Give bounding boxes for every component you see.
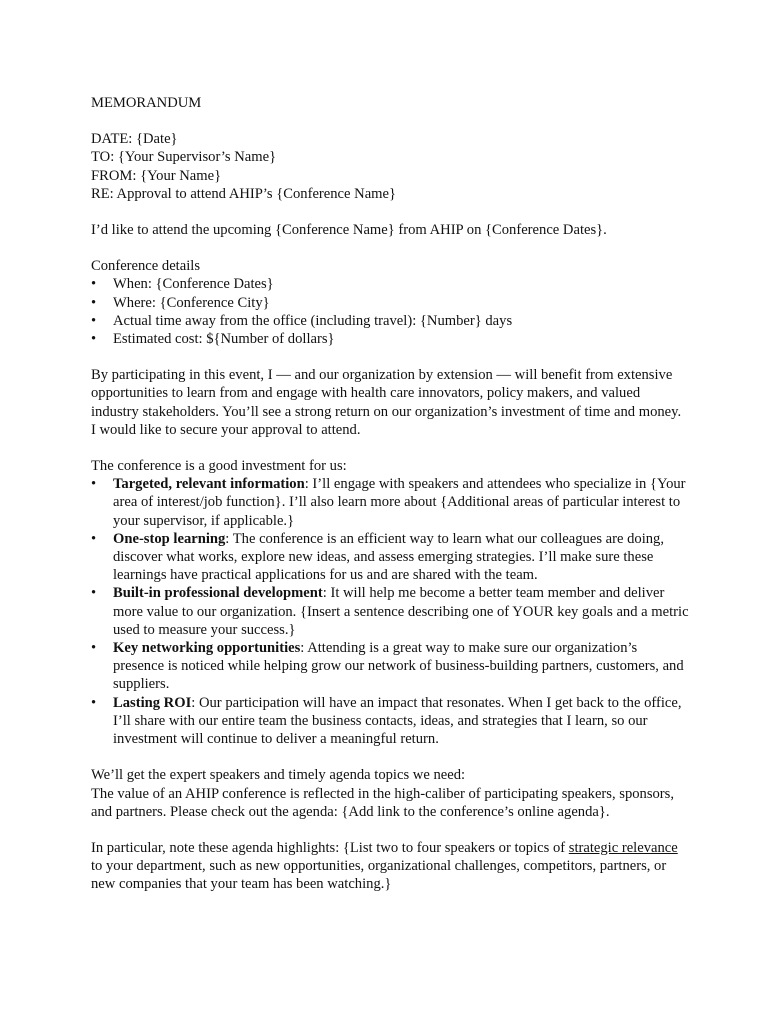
details-list bbox=[91, 275, 689, 348]
details-item-where bbox=[91, 294, 689, 312]
investment-item-networking bbox=[91, 639, 689, 694]
investment-item-title: Built-in professional development bbox=[113, 585, 323, 602]
highlights-text-after: to your department, such as new opportunities, organizational challenges, competitors, partners, or new companies that your team has been watching.} bbox=[91, 858, 667, 893]
investment-item-text: : It will help me become a better team member and deliver more value to our organization. {Insert a sentence describing one of YOUR key goals and a metric used to measure your success.} bbox=[113, 585, 689, 638]
investment-item-title: Key networking opportunities bbox=[113, 640, 301, 657]
memo-body bbox=[91, 94, 689, 894]
details-item-text: Where: {Conference City} bbox=[113, 294, 270, 311]
benefit-paragraph: By participating in this event, I — and our organization by extension — will benefit from extensive opportunities to learn from and engage with health care innovators, policy makers, and valued industry stakeholders. You’ll see a strong return on our organization’s investment of time and money. I would like to secure your approval to attend. bbox=[91, 367, 682, 438]
bullet-icon: • bbox=[91, 276, 97, 293]
bullet-icon: • bbox=[91, 585, 97, 602]
investment-item-roi bbox=[91, 694, 689, 749]
memo-title: MEMORANDUM bbox=[91, 95, 202, 111]
investment-heading: The conference is a good investment for us: bbox=[91, 458, 347, 475]
intro-paragraph: I’d like to attend the upcoming {Conference Name} from AHIP on {Conference Dates}. bbox=[91, 222, 607, 239]
investment-item-text: : The conference is an efficient way to learn what our colleagues are doing, discover what works, explore new ideas, and assess emerging strategies. I’ll make sure these learnings have practical applications for us and are shared with the team. bbox=[113, 530, 665, 584]
re-line: RE: Approval to attend AHIP’s {Conference Name} bbox=[91, 185, 397, 202]
details-item-text: When: {Conference Dates} bbox=[113, 276, 274, 293]
details-heading: Conference details bbox=[91, 258, 200, 275]
bullet-icon: • bbox=[91, 640, 97, 657]
investment-item-title: One-stop learning bbox=[113, 530, 226, 547]
bullet-icon: • bbox=[91, 694, 97, 711]
speakers-paragraph: The value of an AHIP conference is reflected in the high-caliber of participating speakers, sponsors, and partners. Please check out the agenda: {Add link to the conference’s online agenda}. bbox=[91, 785, 674, 820]
to-line: TO: {Your Supervisor’s Name} bbox=[91, 149, 277, 166]
investment-item-targeted bbox=[91, 475, 689, 530]
investment-item-one-stop bbox=[91, 530, 689, 585]
speakers-heading: We’ll get the expert speakers and timely agenda topics we need: bbox=[91, 767, 466, 784]
bullet-icon: • bbox=[91, 530, 97, 547]
highlights-underlined-text: strategic relevance bbox=[568, 839, 678, 856]
highlights-text-before: In particular, note these agenda highlights: {List two to four speakers or topics of bbox=[91, 839, 569, 856]
investment-item-text: : Attending is a great way to make sure our organization’s presence is noticed while helping grow our network of business-building partners, customers, and suppliers. bbox=[113, 640, 684, 693]
speakers-section bbox=[91, 766, 689, 821]
bullet-icon: • bbox=[91, 331, 97, 348]
highlights-paragraph bbox=[91, 839, 689, 894]
investment-item-text: : I’ll engage with speakers and attendees who specialize in {Your area of interest/job function}. I’ll also learn more about {Additional areas of particular interest to your supervisor, if applicable.} bbox=[113, 476, 686, 529]
investment-item-text: : Our participation will have an impact that resonates. When I get back to the office, I’ll share with our entire team the business contacts, ideas, and strategies that I learn, so our investment will continue to deliver a meaningful return. bbox=[113, 694, 682, 748]
memo-header bbox=[91, 130, 689, 203]
bullet-icon: • bbox=[91, 476, 97, 493]
investment-item-title: Targeted, relevant information bbox=[113, 476, 305, 493]
from-line: FROM: {Your Name} bbox=[91, 167, 222, 184]
details-item-text: Actual time away from the office (including travel): {Number} days bbox=[113, 312, 513, 329]
details-item-cost bbox=[91, 330, 689, 348]
investment-item-professional-development bbox=[91, 584, 689, 639]
bullet-icon: • bbox=[91, 312, 97, 329]
investment-item-title: Lasting ROI bbox=[113, 694, 192, 711]
investment-section bbox=[91, 457, 689, 748]
details-item-time-away bbox=[91, 312, 689, 330]
date-line: DATE: {Date} bbox=[91, 131, 178, 148]
details-item-text: Estimated cost: ${Number of dollars} bbox=[113, 331, 335, 348]
investment-list bbox=[91, 475, 689, 748]
details-item-when bbox=[91, 275, 689, 293]
conference-details bbox=[91, 257, 689, 348]
bullet-icon: • bbox=[91, 294, 97, 311]
